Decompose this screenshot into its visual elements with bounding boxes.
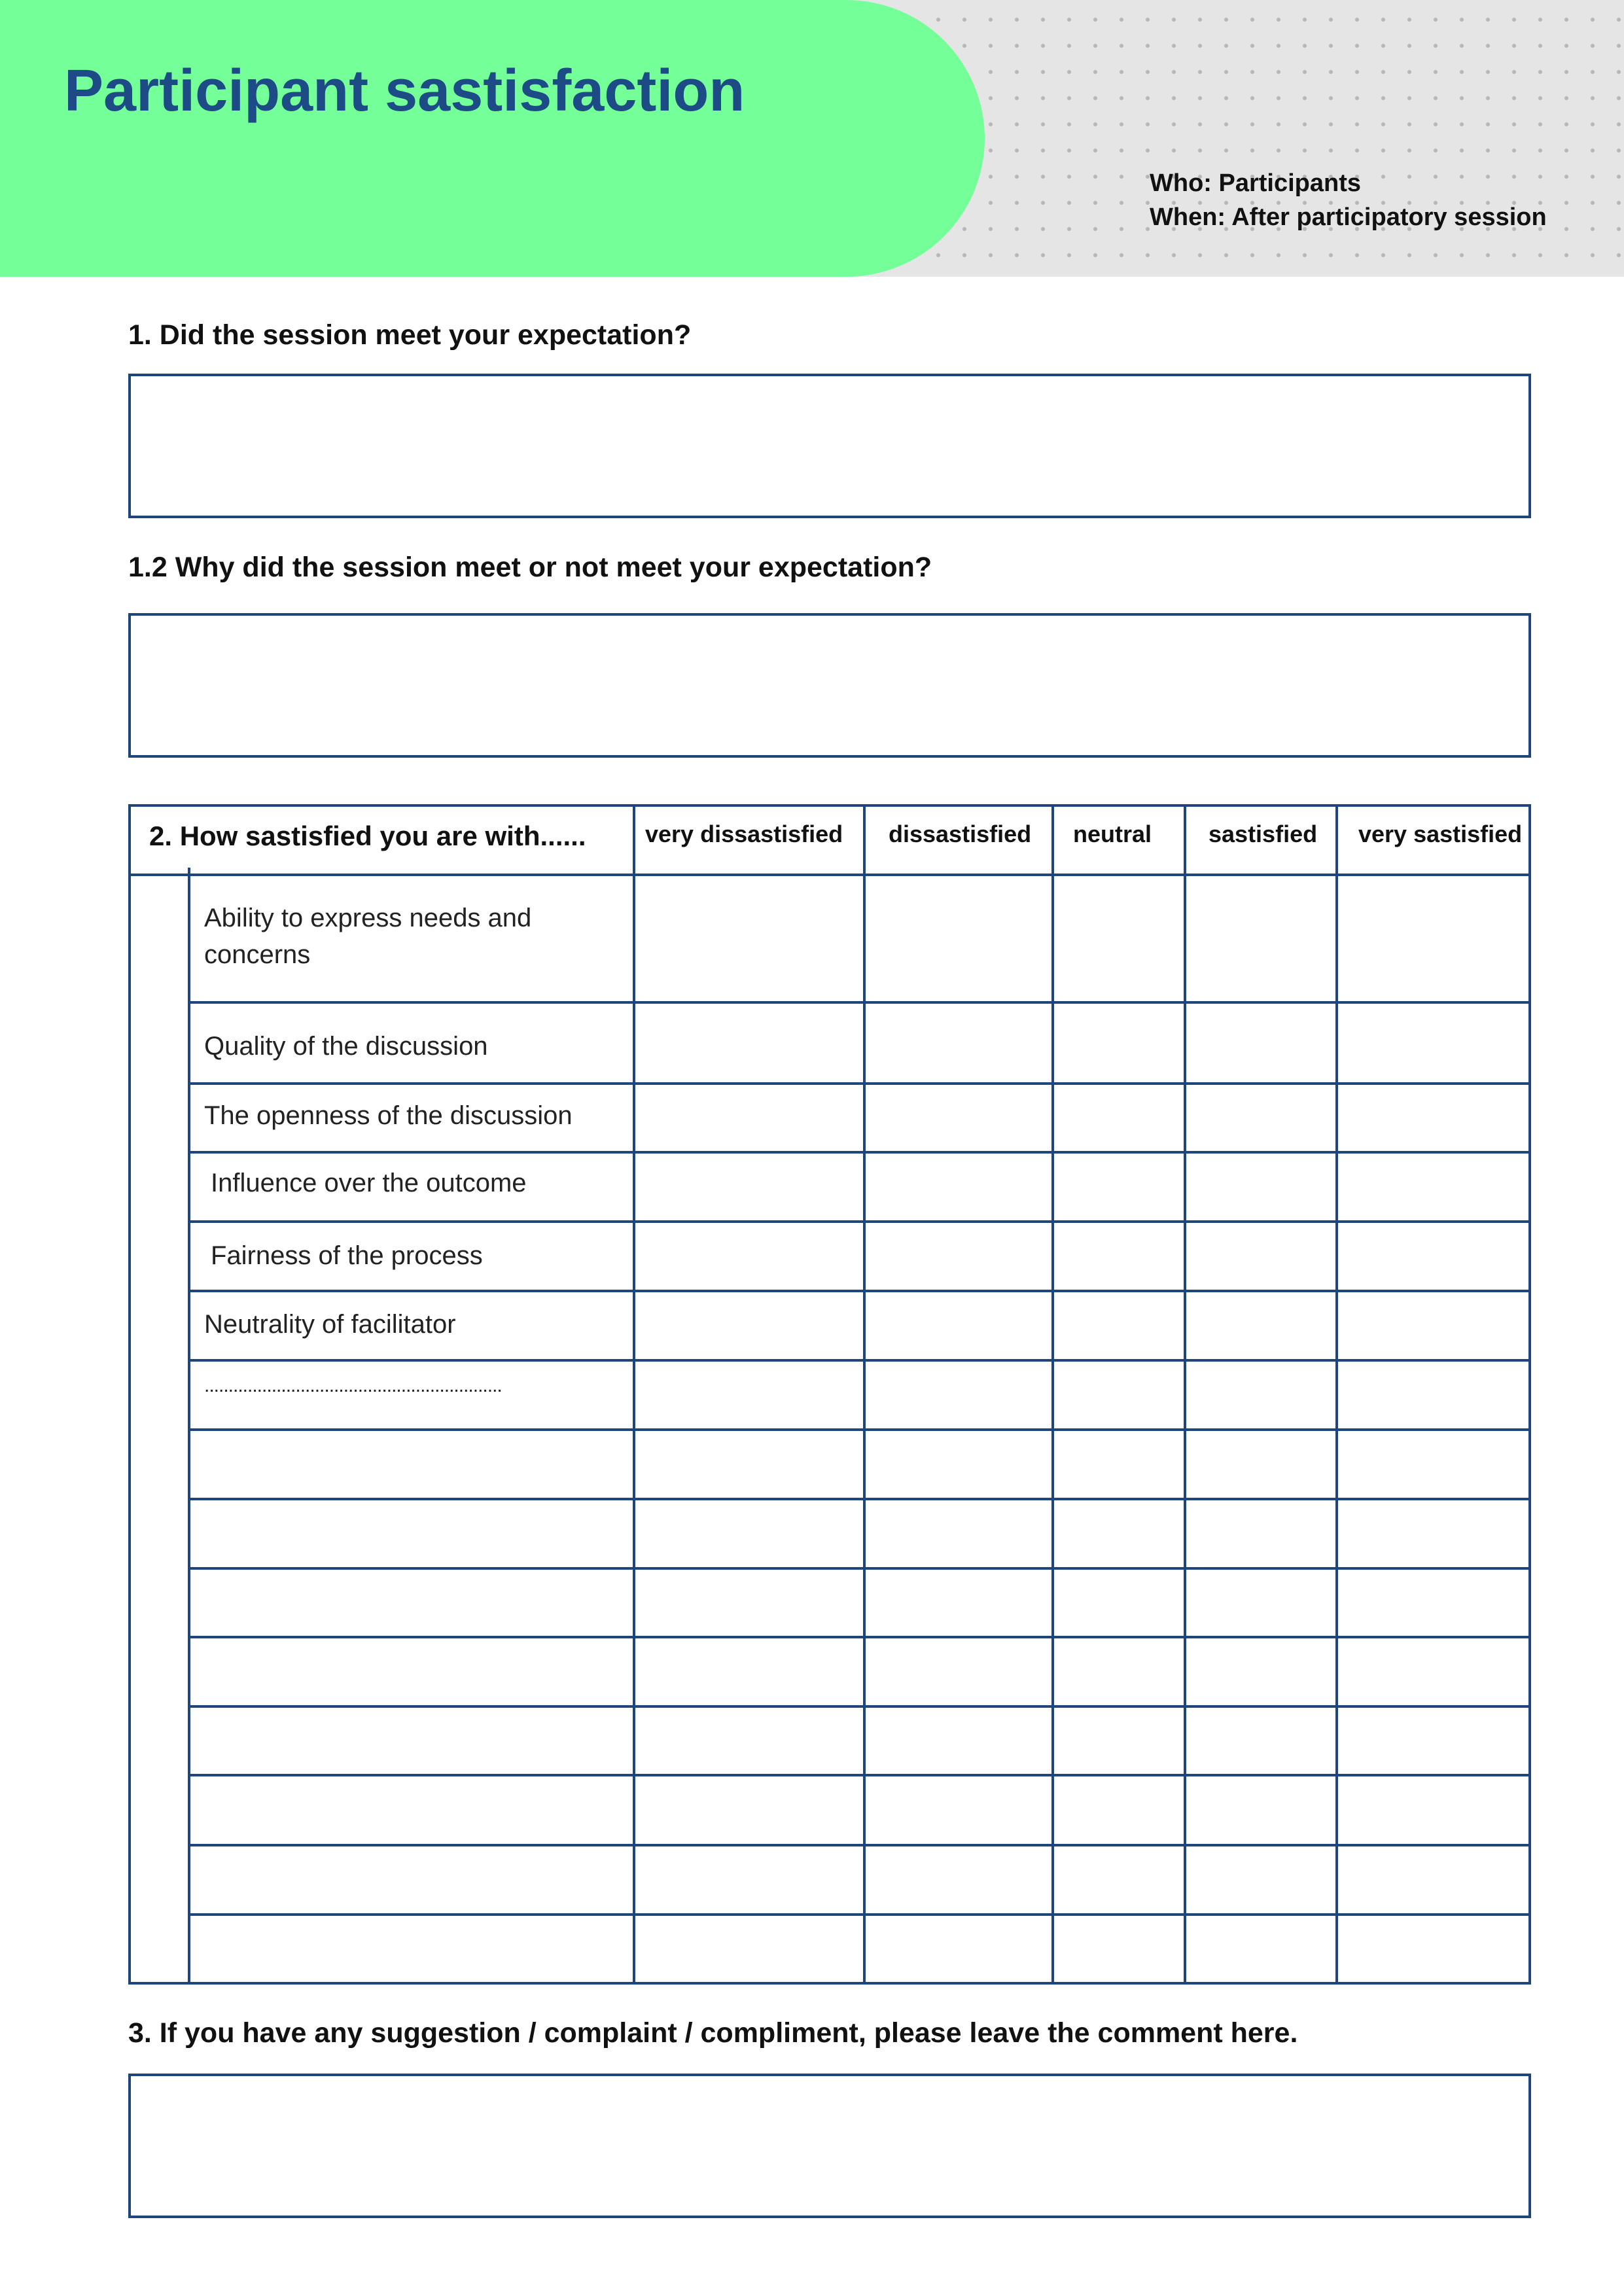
- rating-cell[interactable]: [866, 1570, 1051, 1636]
- form-meta: [1150, 166, 1547, 234]
- row-label: Quality of the discussion: [204, 1032, 488, 1061]
- rating-cell[interactable]: [1054, 1431, 1184, 1498]
- row-label: Fairness of the process: [211, 1241, 483, 1270]
- rating-cell[interactable]: [866, 1638, 1051, 1705]
- rating-cell[interactable]: [1054, 1292, 1184, 1359]
- column-header: very sastisfied: [1358, 821, 1523, 847]
- rating-cell[interactable]: [635, 1776, 863, 1844]
- rating-cell[interactable]: [1054, 1004, 1184, 1082]
- column-header: very dissastisfied: [645, 821, 843, 847]
- rating-cell[interactable]: [1338, 1362, 1531, 1428]
- rating-cell[interactable]: [1338, 1292, 1531, 1359]
- rating-cell[interactable]: [1186, 1362, 1335, 1428]
- rating-cell[interactable]: [1338, 1916, 1531, 1983]
- rating-cell[interactable]: [1054, 1085, 1184, 1151]
- rating-cell[interactable]: [1054, 876, 1184, 1001]
- rating-cell[interactable]: [866, 1431, 1051, 1498]
- rating-cell[interactable]: [866, 1085, 1051, 1151]
- when-label: When: After participatory session: [1150, 203, 1547, 231]
- rating-cell[interactable]: [866, 1776, 1051, 1844]
- rating-cell[interactable]: [1054, 1638, 1184, 1705]
- page-title: Participant sastisfaction: [64, 58, 745, 124]
- rating-cell[interactable]: [866, 1846, 1051, 1913]
- rating-cell[interactable]: [635, 1570, 863, 1636]
- rating-cell[interactable]: [1186, 1292, 1335, 1359]
- rating-cell[interactable]: [1186, 1085, 1335, 1151]
- rating-cell[interactable]: [1054, 1776, 1184, 1844]
- rating-cell[interactable]: [1186, 876, 1335, 1001]
- rating-cell[interactable]: [866, 1223, 1051, 1290]
- rating-cell[interactable]: [635, 1004, 863, 1082]
- rating-cell[interactable]: [1338, 1776, 1531, 1844]
- rating-cell[interactable]: [1338, 876, 1531, 1001]
- question-1: 1. Did the session meet your expectation?: [128, 319, 692, 351]
- rating-cell[interactable]: [866, 1362, 1051, 1428]
- rating-cell[interactable]: [1338, 1431, 1531, 1498]
- rating-cell[interactable]: [1054, 1916, 1184, 1983]
- rating-cell[interactable]: [1054, 1154, 1184, 1220]
- rating-cell[interactable]: [1338, 1500, 1531, 1567]
- rating-cell[interactable]: [1186, 1776, 1335, 1844]
- rating-cell[interactable]: [635, 1223, 863, 1290]
- row-label: The openness of the discussion: [204, 1101, 573, 1130]
- row-label: ..............................................................: [204, 1375, 502, 1396]
- rating-cell[interactable]: [635, 1085, 863, 1151]
- row-label: Neutrality of facilitator: [204, 1310, 456, 1339]
- rating-cell[interactable]: [1186, 1570, 1335, 1636]
- rating-cell[interactable]: [635, 1846, 863, 1913]
- rating-cell[interactable]: [1338, 1708, 1531, 1774]
- column-header: dissastisfied: [889, 821, 1032, 847]
- answer-box-q1[interactable]: [128, 374, 1531, 518]
- rating-cell[interactable]: [1186, 1223, 1335, 1290]
- rating-cell[interactable]: [1186, 1500, 1335, 1567]
- table-title: 2. How sastisfied you are with......: [149, 821, 586, 851]
- rating-cell[interactable]: [1054, 1846, 1184, 1913]
- rating-cell[interactable]: [1054, 1570, 1184, 1636]
- rating-cell[interactable]: [866, 876, 1051, 1001]
- rating-cell[interactable]: [1054, 1362, 1184, 1428]
- rating-cell[interactable]: [1338, 1223, 1531, 1290]
- rating-cell[interactable]: [866, 1708, 1051, 1774]
- rating-cell[interactable]: [866, 1154, 1051, 1220]
- rating-cell[interactable]: [1186, 1431, 1335, 1498]
- row-label: Ability to express needs and concerns: [204, 904, 532, 969]
- rating-cell[interactable]: [635, 876, 863, 1001]
- rating-cell[interactable]: [1338, 1085, 1531, 1151]
- rating-cell[interactable]: [1186, 1004, 1335, 1082]
- rating-cell[interactable]: [1338, 1154, 1531, 1220]
- answer-box-q3[interactable]: [128, 2074, 1531, 2218]
- rating-cell[interactable]: [1054, 1708, 1184, 1774]
- rating-cell[interactable]: [1338, 1846, 1531, 1913]
- rating-cell[interactable]: [866, 1500, 1051, 1567]
- rating-cell[interactable]: [1186, 1154, 1335, 1220]
- column-header: neutral: [1073, 821, 1152, 847]
- rating-cell[interactable]: [1054, 1500, 1184, 1567]
- rating-cell[interactable]: [635, 1916, 863, 1983]
- rating-cell[interactable]: [1186, 1916, 1335, 1983]
- question-1-2: 1.2 Why did the session meet or not meet your expectation?: [128, 552, 932, 583]
- rating-cell[interactable]: [635, 1431, 863, 1498]
- rating-cell[interactable]: [1338, 1004, 1531, 1082]
- rating-cell[interactable]: [635, 1638, 863, 1705]
- rating-cell[interactable]: [866, 1916, 1051, 1983]
- column-header: sastisfied: [1209, 821, 1318, 847]
- who-label: Who: Participants: [1150, 169, 1362, 197]
- answer-box-q1-2[interactable]: [128, 613, 1531, 758]
- rating-cell[interactable]: [1186, 1638, 1335, 1705]
- question-3: 3. If you have any suggestion / complaint / compliment, please leave the comment here.: [128, 2017, 1298, 2049]
- header-green-banner: [0, 0, 985, 277]
- rating-cell[interactable]: [635, 1362, 863, 1428]
- rating-cell[interactable]: [1186, 1708, 1335, 1774]
- rating-cell[interactable]: [1338, 1570, 1531, 1636]
- rating-cell[interactable]: [866, 1004, 1051, 1082]
- rating-cell[interactable]: [635, 1292, 863, 1359]
- rating-cell[interactable]: [1186, 1846, 1335, 1913]
- row-label: Influence over the outcome: [211, 1169, 527, 1197]
- rating-cell[interactable]: [635, 1708, 863, 1774]
- rating-cell[interactable]: [1338, 1638, 1531, 1705]
- rating-cell[interactable]: [866, 1292, 1051, 1359]
- rating-cell[interactable]: [635, 1154, 863, 1220]
- label-column-divider: [188, 868, 190, 1985]
- rating-cell[interactable]: [635, 1500, 863, 1567]
- rating-cell[interactable]: [1054, 1223, 1184, 1290]
